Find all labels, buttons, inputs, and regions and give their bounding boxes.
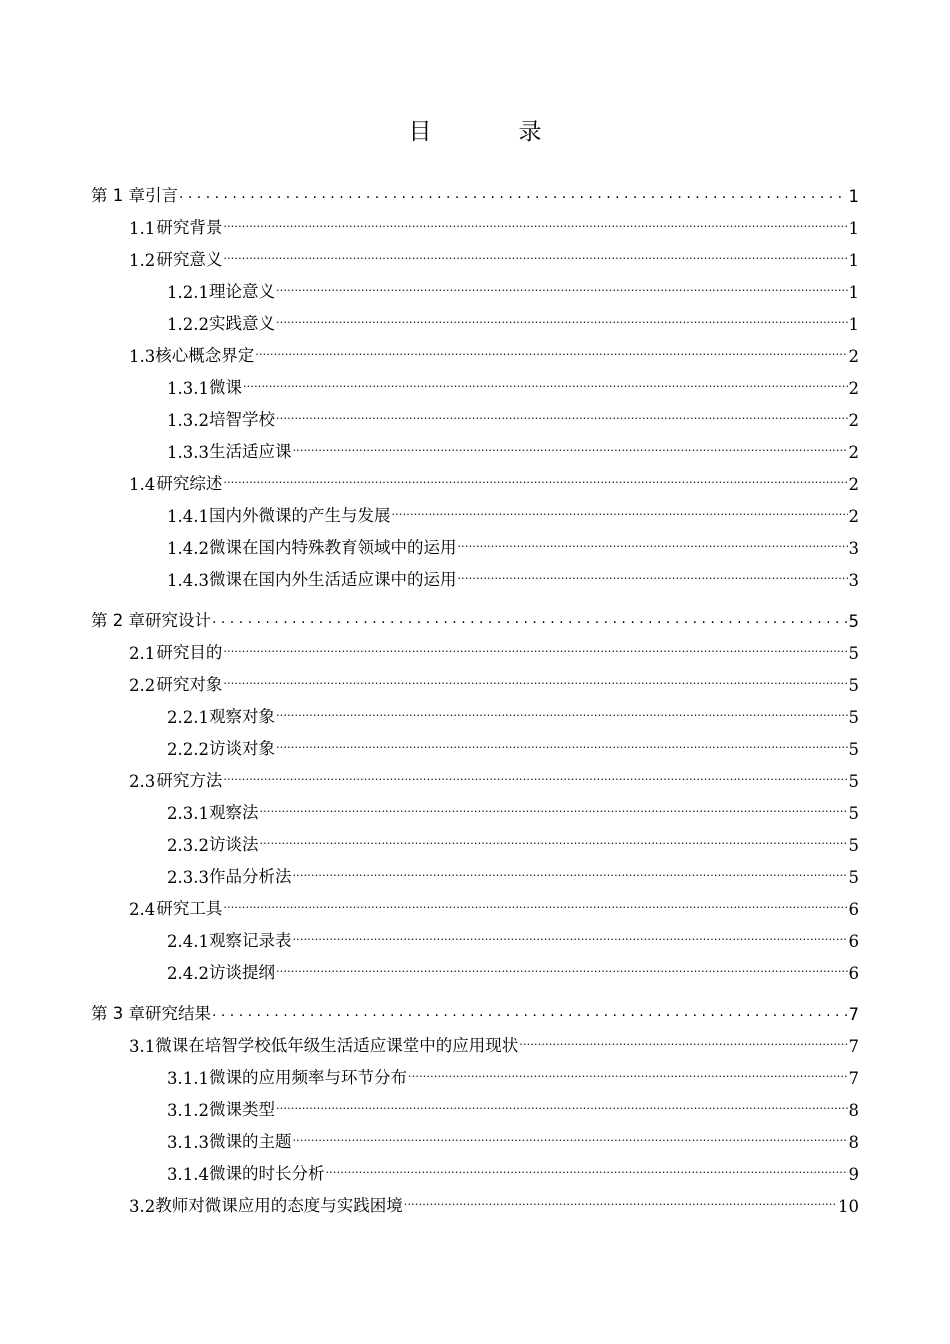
toc-entry[interactable] [167, 1092, 859, 1120]
toc-entry-number: 2.2.2 [167, 740, 209, 759]
toc-entry-page-number: 6 [848, 900, 859, 919]
toc-dot-leader [223, 217, 847, 235]
toc-entry-number: 1.3.2 [167, 411, 209, 430]
toc-dot-leader [325, 1163, 847, 1181]
toc-entry[interactable] [167, 370, 859, 398]
toc-entry[interactable] [129, 466, 859, 494]
toc-entry-page-number: 2 [848, 475, 859, 494]
toc-entry-title: 国内外微课的产生与发展 [208, 506, 391, 525]
toc-entry[interactable] [167, 402, 859, 430]
toc-entry[interactable] [129, 1028, 859, 1056]
toc-entry-page-number: 1 [848, 315, 859, 334]
toc-entry-page-number: 8 [848, 1101, 859, 1120]
toc-entry-title: 访谈法 [208, 835, 259, 854]
toc-dot-leader [276, 738, 848, 756]
toc-entry-page-number: 2 [848, 411, 859, 430]
toc-entry[interactable] [167, 827, 859, 855]
toc-entry-page-number: 2 [848, 347, 859, 366]
toc-dot-leader [223, 674, 847, 692]
toc-entry-page-number: 10 [838, 1197, 859, 1216]
toc-dot-leader [212, 1004, 848, 1022]
toc-entry-page-number: 5 [848, 644, 859, 663]
toc-dot-leader [223, 249, 847, 267]
toc-dot-leader [276, 962, 848, 980]
toc-entry-page-number: 1 [848, 283, 859, 302]
toc-entry[interactable] [167, 1124, 859, 1152]
toc-dot-leader [223, 898, 847, 916]
toc-entry-number: 1.1 [129, 219, 156, 238]
toc-entry-page-number: 5 [848, 772, 859, 791]
toc-entry-title: 研究目的 [156, 643, 223, 662]
toc-entry-title: 观察法 [208, 803, 259, 822]
toc-entry-title: 理论意义 [208, 282, 275, 301]
toc-dot-leader [292, 866, 847, 884]
toc-entry-title: 访谈对象 [208, 739, 275, 758]
toc-entry-number: 2.1 [129, 644, 156, 663]
toc-entry-number: 1.4 [129, 475, 156, 494]
toc-entry-page-number: 3 [848, 539, 859, 558]
toc-dot-leader [223, 473, 847, 491]
toc-entry-number: 3.1.3 [167, 1133, 209, 1152]
toc-entry-page-number: 8 [848, 1133, 859, 1152]
toc-entry-page-number: 2 [848, 379, 859, 398]
toc-entry-number: 第 1 章 [91, 186, 145, 205]
toc-entry-title: 实践意义 [208, 314, 275, 333]
toc-entry-title: 培智学校 [208, 410, 275, 429]
toc-entry[interactable] [167, 530, 859, 558]
toc-entry-page-number: 5 [848, 804, 859, 823]
toc-entry-number: 1.3.3 [167, 443, 209, 462]
toc-entry[interactable] [129, 763, 859, 791]
toc-entry[interactable] [129, 210, 859, 238]
toc-entry-title: 核心概念界定 [155, 346, 255, 365]
toc-dot-leader [292, 441, 847, 459]
toc-entry[interactable] [91, 996, 859, 1024]
toc-entry-title: 微课的时长分析 [208, 1164, 325, 1183]
toc-entry[interactable] [167, 859, 859, 887]
toc-entry-number: 1.2 [129, 251, 156, 270]
toc-entry-number: 2.2 [129, 676, 156, 695]
toc-entry[interactable] [167, 1156, 859, 1184]
toc-entry[interactable] [167, 274, 859, 302]
toc-entry-number: 3.1.2 [167, 1101, 209, 1120]
toc-entry[interactable] [167, 306, 859, 334]
toc-dot-leader [292, 1131, 847, 1149]
toc-entry-page-number: 7 [848, 1069, 859, 1088]
toc-entry[interactable] [167, 923, 859, 951]
toc-dot-leader [276, 706, 848, 724]
toc-dot-leader [243, 377, 848, 395]
toc-entry[interactable] [129, 891, 859, 919]
toc-entry-title: 引言 [145, 186, 178, 205]
toc-dot-leader [223, 770, 847, 788]
toc-entry-title: 教师对微课应用的态度与实践困境 [155, 1196, 403, 1215]
toc-entry-title: 生活适应课 [208, 442, 292, 461]
toc-entry-number: 2.3.2 [167, 836, 209, 855]
toc-entry-title: 微课在国内外生活适应课中的运用 [208, 570, 457, 589]
toc-dot-leader [259, 834, 847, 852]
toc-entry[interactable] [167, 699, 859, 727]
toc-dot-leader [276, 1099, 848, 1117]
toc-dot-leader [404, 1195, 837, 1213]
toc-entry[interactable] [167, 1060, 859, 1088]
toc-entry[interactable] [167, 955, 859, 983]
toc-entry-title: 微课的应用频率与环节分布 [208, 1068, 407, 1087]
toc-entry-title: 微课在培智学校低年级生活适应课堂中的应用现状 [155, 1036, 519, 1055]
toc-entry-number: 2.3.1 [167, 804, 209, 823]
toc-entry-number: 2.3.3 [167, 868, 209, 887]
toc-entry-title: 研究方法 [156, 771, 223, 790]
toc-entry-page-number: 5 [848, 708, 859, 727]
toc-dot-leader [457, 569, 847, 587]
toc-entry-title: 研究背景 [156, 218, 223, 237]
toc-dot-leader [276, 409, 848, 427]
toc-title: 目 录 [408, 119, 574, 145]
toc-entry-page-number: 1 [848, 219, 859, 238]
toc-dot-leader [391, 505, 847, 523]
toc-entry-title: 作品分析法 [208, 867, 292, 886]
toc-entry[interactable] [167, 434, 859, 462]
toc-entry-number: 1.4.1 [167, 507, 209, 526]
toc-entry-page-number: 7 [848, 1005, 859, 1024]
toc-entry-number: 第 2 章 [91, 611, 145, 630]
toc-entry-title: 观察对象 [208, 707, 275, 726]
toc-entry-page-number: 7 [848, 1037, 859, 1056]
toc-entry-number: 1.4.3 [167, 571, 209, 590]
toc-dot-leader [457, 537, 847, 555]
toc-dot-leader [292, 930, 847, 948]
toc-entry-page-number: 5 [848, 612, 859, 631]
toc-entry-title: 微课的主题 [208, 1132, 292, 1151]
toc-dot-leader [276, 281, 848, 299]
toc-entry[interactable] [129, 667, 859, 695]
toc-entry-number: 2.2.1 [167, 708, 209, 727]
toc-entry-title: 研究意义 [156, 250, 223, 269]
toc-dot-leader [179, 186, 848, 204]
toc-entry[interactable] [129, 242, 859, 270]
toc-entry-page-number: 6 [848, 964, 859, 983]
toc-entry[interactable] [167, 562, 859, 590]
toc-entry[interactable] [129, 635, 859, 663]
toc-entry-title: 研究设计 [145, 611, 211, 630]
toc-entry-page-number: 6 [848, 932, 859, 951]
toc-entry-title: 微课在国内特殊教育领域中的运用 [208, 538, 457, 557]
toc-entry-number: 1.2.1 [167, 283, 209, 302]
toc-dot-leader [259, 802, 847, 820]
toc-entry[interactable] [167, 731, 859, 759]
toc-entry[interactable] [129, 1188, 859, 1216]
toc-entry-page-number: 5 [848, 836, 859, 855]
toc-entry-title: 微课类型 [208, 1100, 275, 1119]
toc-entry-page-number: 2 [848, 507, 859, 526]
toc-entry-number: 2.4.1 [167, 932, 209, 951]
toc-entry[interactable] [129, 338, 859, 366]
toc-entry-title: 研究对象 [156, 675, 223, 694]
toc-dot-leader [255, 345, 847, 363]
toc-dot-leader [212, 611, 848, 629]
toc-entry-page-number: 1 [848, 251, 859, 270]
toc-entry-page-number: 1 [848, 187, 859, 206]
toc-entry-page-number: 5 [848, 740, 859, 759]
toc-dot-leader [223, 642, 847, 660]
toc-entry-number: 1.4.2 [167, 539, 209, 558]
toc-entry[interactable] [91, 603, 859, 631]
toc-entry-page-number: 3 [848, 571, 859, 590]
toc-entry[interactable] [167, 498, 859, 526]
toc-entry-number: 3.1.1 [167, 1069, 209, 1088]
toc-entry-number: 1.2.2 [167, 315, 209, 334]
toc-entry-number: 1.3 [129, 347, 156, 366]
toc-entry-page-number: 5 [848, 868, 859, 887]
toc-entry[interactable] [167, 795, 859, 823]
toc-entry-number: 2.3 [129, 772, 156, 791]
toc-entry-number: 2.4.2 [167, 964, 209, 983]
toc-entry[interactable] [91, 178, 859, 206]
toc-entry-title: 研究综述 [156, 474, 223, 493]
toc-entry-number: 1.3.1 [167, 379, 209, 398]
toc-entry-number: 2.4 [129, 900, 156, 919]
toc-dot-leader [276, 313, 848, 331]
toc-entry-page-number: 5 [848, 676, 859, 695]
toc-entry-title: 访谈提纲 [208, 963, 275, 982]
toc-dot-leader [408, 1067, 848, 1085]
toc-entry-page-number: 2 [848, 443, 859, 462]
toc-entry-title: 研究工具 [156, 899, 223, 918]
toc-entry-title: 观察记录表 [208, 931, 292, 950]
toc-entry-number: 第 3 章 [91, 1004, 145, 1023]
toc-entry-title: 研究结果 [145, 1004, 211, 1023]
toc-entry-number: 3.1.4 [167, 1165, 209, 1184]
toc-entry-number: 3.1 [129, 1037, 156, 1056]
toc-entry-page-number: 9 [848, 1165, 859, 1184]
toc-dot-leader [519, 1035, 847, 1053]
toc-entry-number: 3.2 [129, 1197, 156, 1216]
toc-entry-title: 微课 [208, 378, 242, 397]
